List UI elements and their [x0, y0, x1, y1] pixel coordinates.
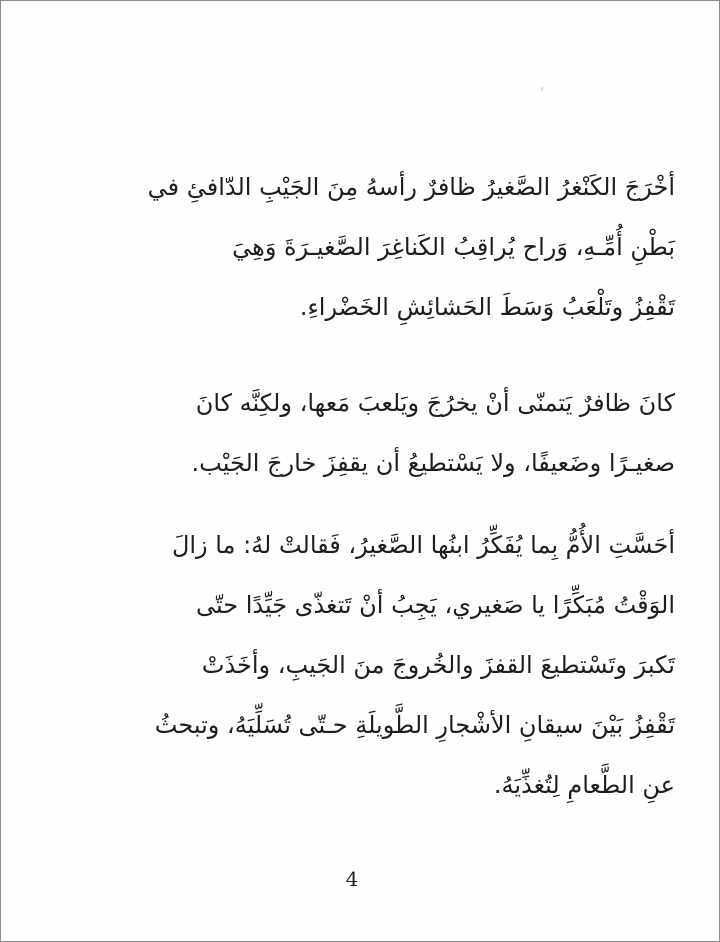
- paragraph-line: أحَسَّتِ الأُمُّ بِما يُفَكِّرُ ابنُها الصَّغيرُ، فَقالتْ لهُ: ما زالَ: [171, 531, 675, 559]
- paragraph-line: كانَ ظافرٌ يَتمنّى أنْ يخرُجَ ويَلعبَ مَعها، ولكِنَّه كانَ: [195, 389, 675, 417]
- page-number: 4: [345, 867, 359, 891]
- paragraph-3: [135, 515, 675, 815]
- paragraph-line: بَطْنِ أُمِّـهِ، وَراح يُراقِبُ الكَناغِرَ الصَّغيـرَةَ وَهِيَ: [232, 233, 675, 261]
- paragraph-1: [135, 157, 675, 337]
- paragraph-line: صغيـرًا وضَعيفًا، ولا يَسْتطيعُ أن يقفِزَ خارجَ الجَيْب.: [191, 449, 675, 477]
- paragraph-line: تَقْفِزُ بَيْنَ سيقانِ الأشْجارِ الطَّويلَةِ حـتّى تُسَلِّيَهُ، وتبحثُ: [154, 711, 675, 739]
- paragraph-line: عنِ الطَّعامِ لِتُغذِّيَهُ.: [493, 771, 675, 799]
- paragraph-2: [135, 373, 675, 493]
- paragraph-line: تَكبرَ وتَسْتطيعَ القفزَ والخُروجَ منَ الجَيبِ، وأخَذَتْ: [201, 651, 675, 679]
- print-speck: [541, 87, 543, 91]
- paragraph-line: الوَقْتُ مُبَكِّرًا يا صَغيري، يَجِبُ أنْ تَتغذّى جَيِّدًا حتّى: [195, 591, 675, 619]
- paragraph-line: أخْرَجَ الكَنْغرُ الصَّغيرُ ظافرٌ رأسهُ مِنَ الجَيْبِ الدّافئِ في: [147, 173, 675, 201]
- paragraph-line: تَقْفِزُ وتَلْعَبُ وَسَطَ الحَشائِشِ الخَضْراءِ.: [299, 293, 675, 321]
